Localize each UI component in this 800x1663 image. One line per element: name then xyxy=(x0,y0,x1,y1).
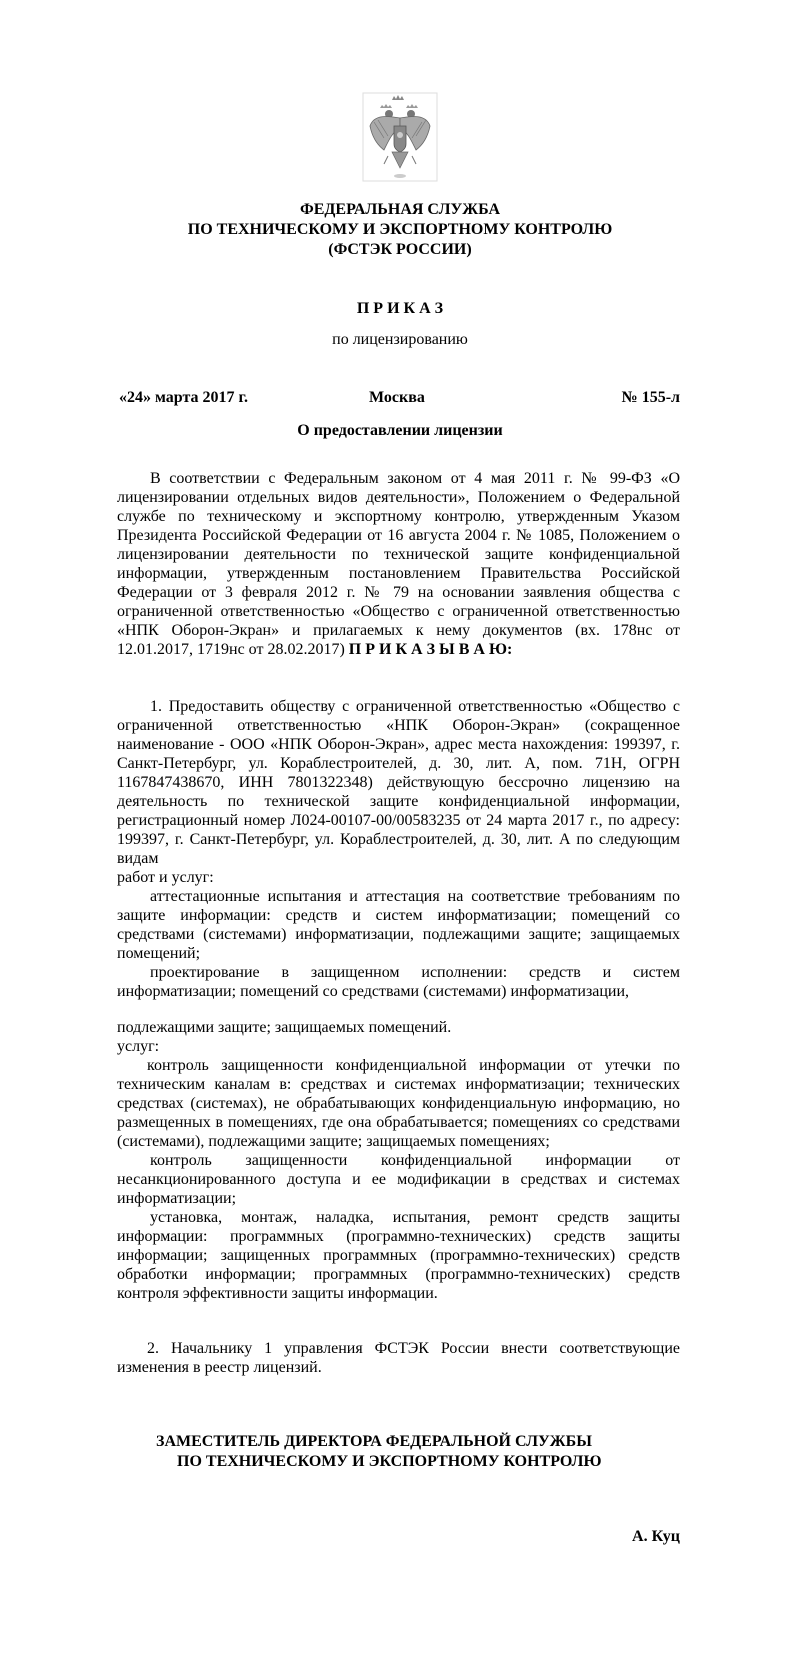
work-item-certification: аттестационные испытания и аттестация на соответствие требованиям по защите информации: средств и систем информатизации; помещений со средствами (системами) информатизации, подлежащими защите; защищаемых помещений; xyxy=(117,888,680,962)
item-2-text: 2. Начальнику 1 управления ФСТЭК России внести соответствующие изменения в реестр лицензий. xyxy=(117,1340,680,1376)
org-name-line2: ПО ТЕХНИЧЕСКОМУ И ЭКСПОРТНОМУ КОНТРОЛЮ xyxy=(187,221,613,238)
item-1-continued xyxy=(117,1018,680,1303)
order-subject: О предоставлении лицензии xyxy=(297,422,503,439)
item-1 xyxy=(117,697,680,1001)
org-name-line3: (ФСТЭК РОССИИ) xyxy=(328,241,472,258)
document-subtype: по лицензированию xyxy=(332,331,468,348)
service-item-leak-control: контроль защищенности конфиденциальной информации от утечки по техническим каналам в: средствах и системах информатизации; технических средствах (системах), не обрабатывающих конфиденциальную информацию, но размещенных в помещениях, где она обрабатывается; помещениях со средствами (системами), подлежащими защите; защищаемых помещениях; xyxy=(117,1057,680,1150)
work-item-design: проектирование в защищенном исполнении: средств и систем информатизации; помещений со средствами (системами) информатизации, xyxy=(117,964,680,1000)
service-item-access-control: контроль защищенности конфиденциальной информации от несанкционированного доступа и ее модификации в средствах и системах информатизации; xyxy=(117,1152,680,1207)
document-type: П Р И К А З xyxy=(356,300,444,317)
item-2 xyxy=(117,1339,680,1377)
item-1-text: 1. Предоставить обществу с ограниченной ответственностью «Общество с ограниченной ответственностью «НПК Оборон-Экран» (сокращенное наименование - ООО «НПК Оборон-Экран», адрес места нахождения: 199397, г. Санкт-Петербург, ул. Кораблестроителей, д. 30, лит. А, пом. 71Н, ОГРН 1167847438670, ИНН 7801322348) действующую бессрочно лицензию на деятельность по технической защите конфиденциальной информации, регистрационный номер Л024-00107-00/00583235 от 24 марта 2017 г., по адресу: 199397, г. Санкт-Петербург, ул. Кораблестроителей, д. 30, лит. А по следующим видам xyxy=(117,698,680,867)
order-number: № 155-л xyxy=(621,389,680,406)
service-item-installation: установка, монтаж, наладка, испытания, ремонт средств защиты информации: программных (программно-технических) средств защиты информации; защищенных программных (программно-технических) средств обработки информации; программных (программно-технических) средств контроля эффективности защиты информации. xyxy=(117,1209,680,1302)
signatory-title-line1: ЗАМЕСТИТЕЛЬ ДИРЕКТОРА ФЕДЕРАЛЬНОЙ СЛУЖБЫ xyxy=(156,1433,592,1450)
signatory-title-line2: ПО ТЕХНИЧЕСКОМУ И ЭКСПОРТНОМУ КОНТРОЛЮ xyxy=(177,1453,602,1470)
coat-of-arms-emblem xyxy=(362,92,438,182)
order-word: П Р И К А З Ы В А Ю: xyxy=(348,641,513,658)
org-name-line1: ФЕДЕРАЛЬНАЯ СЛУЖБА xyxy=(300,201,500,218)
preamble-text: В соответствии с Федеральным законом от 4 мая 2011 г. № 99-ФЗ «О лицензировании отдельных видов деятельности», Положением о Федеральной службе по техническому и экспортному контролю, утвержденным Указом Президента Российской Федерации от 16 августа 2004 г. № 1085, Положением о лицензировании деятельности по технической защите конфиденциальной информации, утвержденным постановлением Правительства Российской Федерации от 3 февраля 2012 г. № 79 на основании заявления общества с ограниченной ответственностью «Общество с ограниченной ответственностью «НПК Оборон-Экран» и прилагаемых к нему документов (вх. 178нс от 12.01.2017, 1719нс от 28.02.2017) xyxy=(117,470,680,658)
signatory-name: А. Куц xyxy=(632,1528,680,1545)
order-date: «24» марта 2017 г. xyxy=(119,389,248,406)
order-city: Москва xyxy=(369,389,425,406)
work-item-design-end: подлежащими защите; защищаемых помещений. xyxy=(117,1019,452,1036)
preamble xyxy=(117,469,680,659)
works-label: работ и услуг: xyxy=(117,869,214,886)
services-label: услуг: xyxy=(117,1038,160,1055)
